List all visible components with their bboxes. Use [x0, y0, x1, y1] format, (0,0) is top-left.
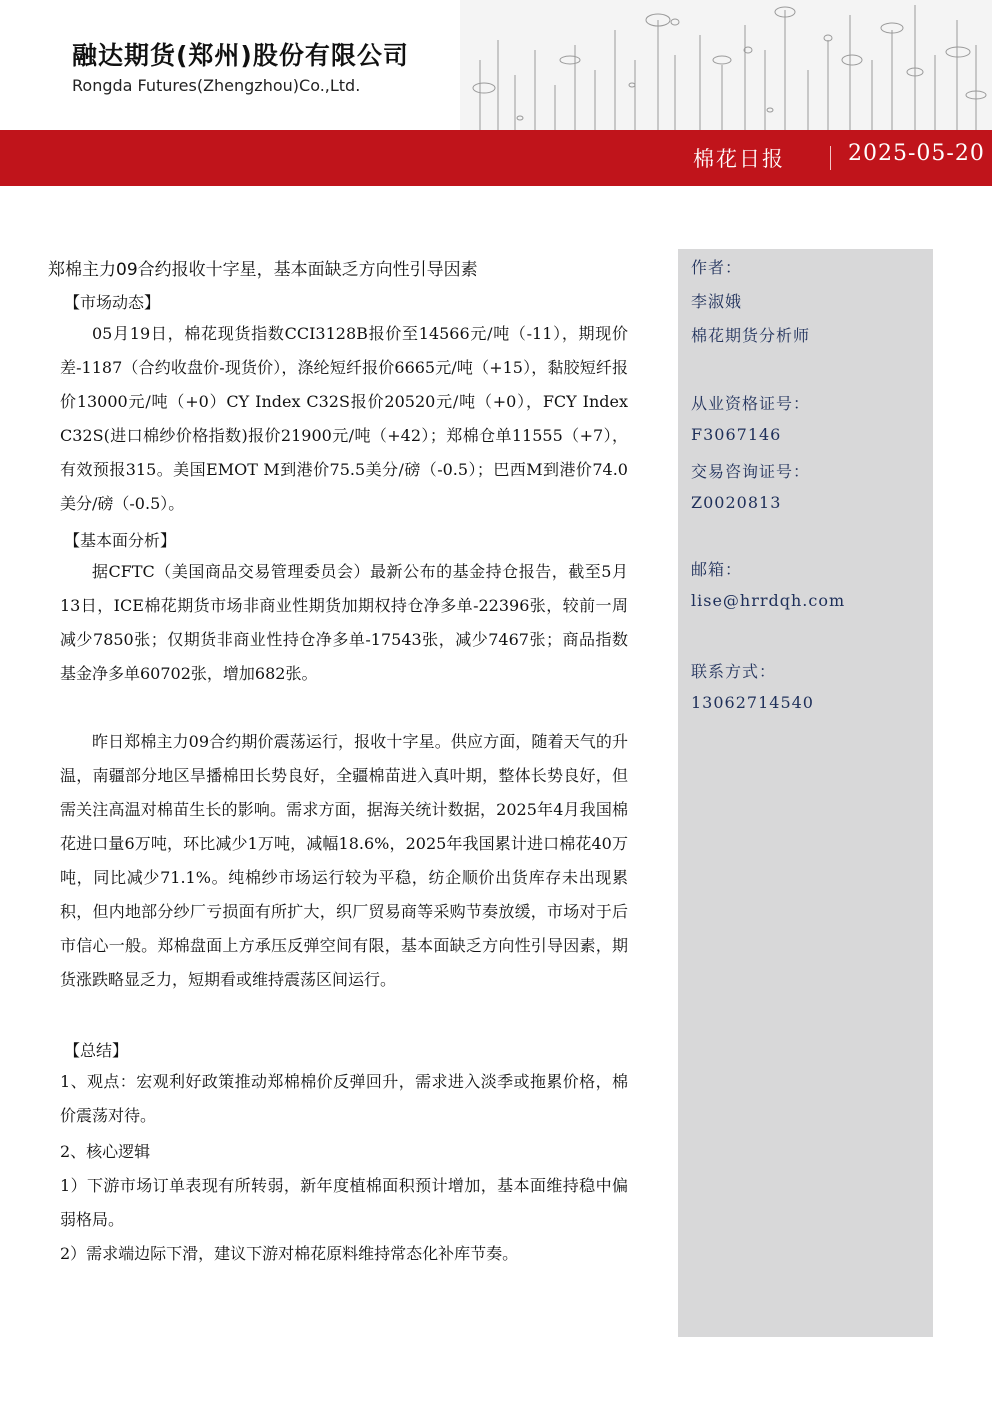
fundamental-paragraph-2: 昨日郑棉主力09合约期价震荡运行，报收十字星。供应方面，随着天气的升温，南疆部分地区旱播棉田长势良好，全疆棉苗进入真叶期，整体长势良好，但需关注高温对棉苗生长的影响。需求方面，据海关统计数据，2025年4月我国棉花进口量6万吨，环比减少1万吨，减幅18.6%，2025年我国累计进口棉花40万吨，同比减少71.1%。纯棉纱市场运行较为平稳，纺企顺价出货库存未出现累积，但内地部分纱厂亏损面有所扩大，织厂贸易商等采购节奏放缓，市场对于后市信心一般。郑棉盘面上方承压反弹空间有限，基本面缺乏方向性引导因素，期货涨跌略显乏力，短期看或维持震荡区间运行。 — [60, 732, 628, 989]
summary-point-2: 2、核心逻辑 — [60, 1142, 151, 1161]
summary-point-1: 1、观点：宏观利好政策推动郑棉棉价反弹回升，需求进入淡季或拖累价格，棉价震荡对待。 — [60, 1072, 628, 1125]
section-summary-heading: 【总结】 — [64, 1041, 129, 1060]
author-label: 作者： — [691, 258, 743, 277]
report-title: 棉花日报 — [693, 147, 785, 171]
section-fundamental-heading: 【基本面分析】 — [64, 531, 177, 550]
qualification-label: 从业资格证号： — [691, 394, 811, 413]
article-headline: 郑棉主力09合约报收十字星，基本面缺乏方向性引导因素 — [48, 260, 478, 280]
author-name: 李淑娥 — [691, 292, 743, 311]
consult-number: Z0020813 — [691, 493, 782, 512]
title-divider — [830, 146, 831, 170]
summary-point-4: 2）需求端边际下滑，建议下游对棉花原料维持常态化补库节奏。 — [60, 1244, 519, 1263]
company-name-en: Rongda Futures(Zhengzhou)Co.,Ltd. — [72, 76, 361, 95]
company-name-cn: 融达期货(郑州)股份有限公司 — [72, 41, 409, 70]
fundamental-paragraph-1: 据CFTC（美国商品交易管理委员会）最新公布的基金持仓报告，截至5月13日，ICE棉花期货市场非商业性期货加期权持仓净多单-22396张，较前一周减少7850张；仅期货非商业性持仓净多单-17543张，减少7467张；商品指数基金净多单60702张，增加682张。 — [60, 562, 628, 683]
section-market-heading: 【市场动态】 — [64, 293, 161, 312]
consult-label: 交易咨询证号： — [691, 462, 811, 481]
email-value[interactable]: lise@hrrdqh.com — [691, 591, 846, 610]
summary-point-3: 1）下游市场订单表现有所转弱，新年度植棉面积预计增加，基本面维持稳中偏弱格局。 — [60, 1176, 628, 1229]
title-banner — [0, 130, 992, 186]
qualification-number: F3067146 — [691, 425, 782, 444]
author-title: 棉花期货分析师 — [691, 326, 811, 345]
report-date: 2025-05-20 — [848, 141, 985, 166]
company-logo — [72, 40, 409, 98]
phone-value: 13062714540 — [691, 693, 814, 712]
contact-label: 联系方式： — [691, 662, 777, 681]
market-paragraph: 05月19日，棉花现货指数CCI3128B报价至14566元/吨（-11），期现价差-1187（合约收盘价-现货价），涤纶短纤报价6665元/吨（+15），黏胶短纤报价13000元/吨（+0）CY Index C32S报价20520元/吨（+0），FCY Index C32S(进口棉纱价格指数)报价21900元/吨（+42）；郑棉仓单11555（+7），有效预报315。美国EMOT M到港价75.5美分/磅（-0.5）；巴西M到港价74.0美分/磅（-0.5）。 — [60, 324, 628, 513]
email-label: 邮箱： — [691, 560, 743, 579]
header-decoration — [460, 0, 992, 130]
